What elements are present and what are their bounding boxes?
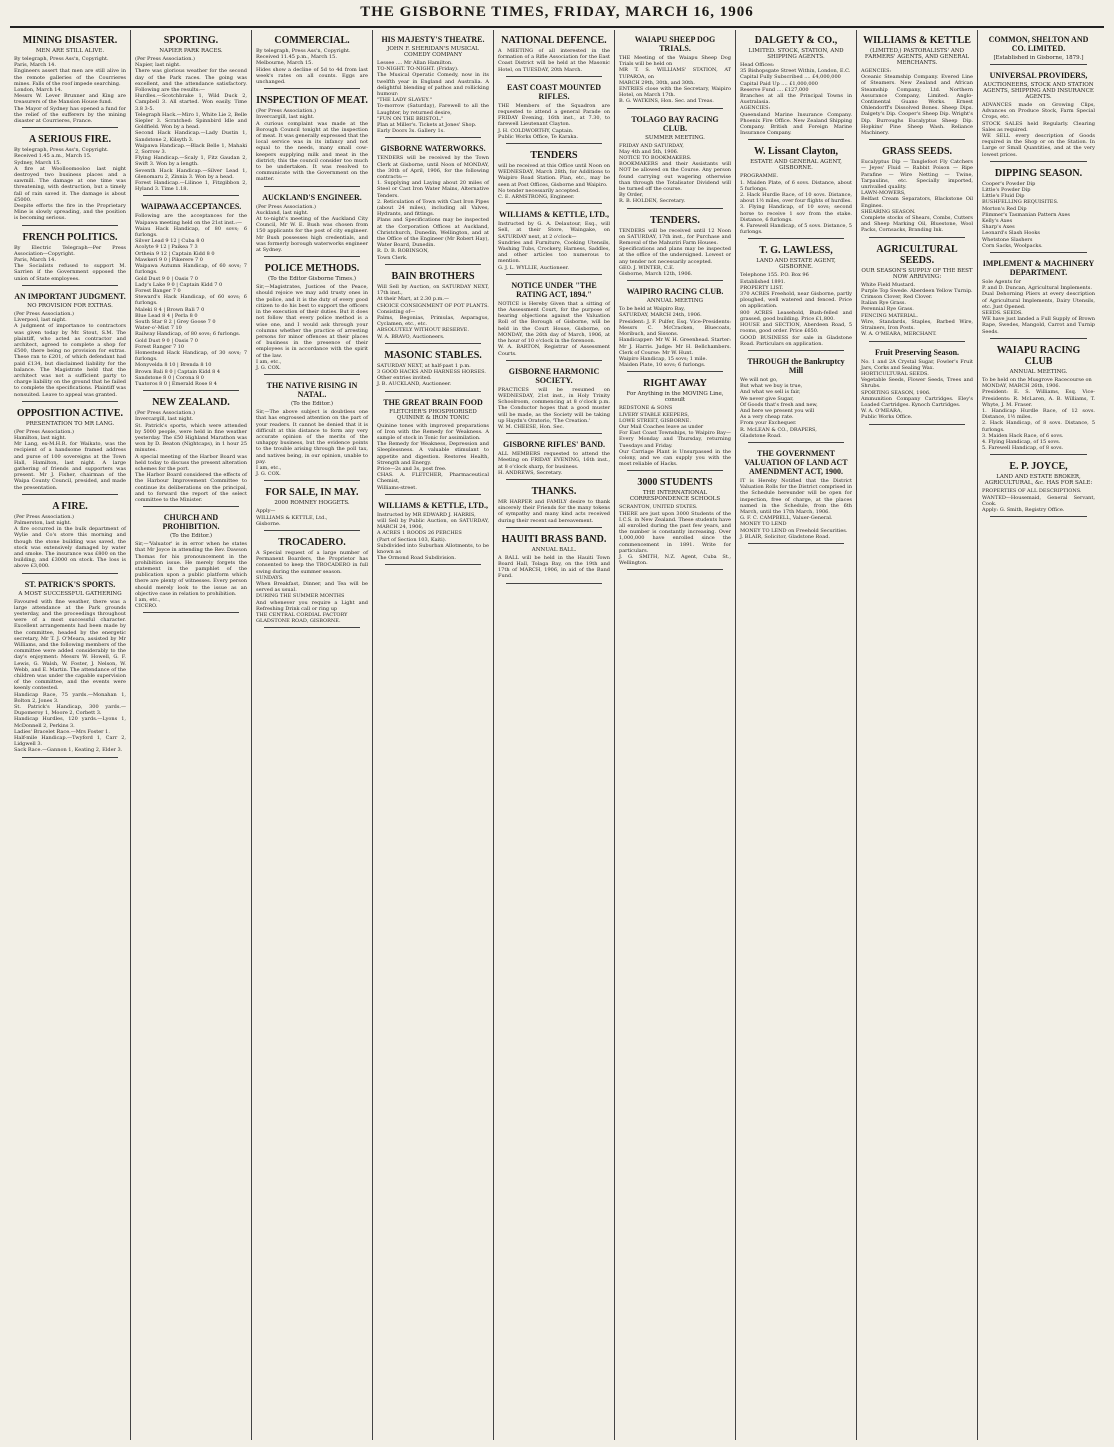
article-heading: MASONIC STABLES. xyxy=(384,349,482,361)
article xyxy=(498,440,610,480)
article-separator xyxy=(990,64,1087,65)
article-body: PRACTICES will be resumed on WEDNESDAY, 21st inst., in Holy Trinity Schoolroom, commencing at 8 o'clock p.m. The Conductor hopes that a good muster will be made, as the Society will be taking up Haydn's Oratorio, 'The Creation.' W. M. CHEESE, Hon. Sec. xyxy=(498,386,610,430)
article xyxy=(14,580,126,758)
article-heading: E. P. JOYCE, xyxy=(1009,461,1068,473)
article-separator xyxy=(506,143,602,144)
article-heading: GISBORNE WATERWORKS. xyxy=(380,144,486,154)
article-separator xyxy=(627,108,723,109)
article-body: Eucalyptus Dip — Tanglefoot Fly Catchers — Jeyes' Fluid — Rabbit Poison — Ripe Parafine — Wire Netting — Twine, Tarpaulins, etc. Specially imported, unrivalled quality. LAWN-MOWERS, Belfast Cream Separators, Blackstone Oil Engines. SHEARING SEASON. Complete stocks of Shears, Combs, Cutters and Sheep Marking Oil, Bluestone, Wool Packs, Cornsacks, Branding Ink. xyxy=(861,159,973,234)
article-body: Cooper's Powder Dip Little's Powder Dip Little's Fluid Dip BUSHFELLING REQUISITES. Morton's Red Dip Plimmer's Tasmanian Pattern Axes Kelly's Axes Sharp's Axes Leonard's Slash Hooks Whetstone Slashers Corn Sacks, Woolpacks. xyxy=(982,180,1071,249)
article-separator xyxy=(990,454,1087,455)
article-heading: NATIONAL DEFENCE. xyxy=(501,35,607,46)
article-body: Instructed by G. A. Delautour, Esq., will Sell, at their Store, Waingake, on SATURDAY next, at 2 o'clock— Sundries and Furniture, Cooking Utensils, Washing Tubs, Crockery, Harness, Saddles, and other articles too numerous to mention. G. J. L. WYLLIE, Auctioneer. xyxy=(498,221,610,271)
article-heading: TROCADERO. xyxy=(278,536,346,548)
article-body: PROGRAMME. 1. Maiden Plate, of 6 sovs. Distance, about 5 furlongs. 2. Hack Hurdle Race, of 10 sovs. Distance, about 1½ miles, over four flights of hurdles. 3. Flying Handicap, of 10 sovs; second horse to receive 1 sov from the stake. Distance, 6 furlongs. 4. Farewell Handicap, of 5 sovs. Distance, 5 furlongs. xyxy=(740,173,852,236)
article-heading: THANKS. xyxy=(531,485,577,497)
article xyxy=(498,150,610,204)
article-subheading: LAND AND ESTATE BROKER, AGRICULTURAL, &c. HAS FOR SALE: xyxy=(984,474,1093,487)
article-separator xyxy=(385,343,481,344)
article-heading: THROUGH the Bankruptcy Mill xyxy=(747,356,845,375)
article-separator xyxy=(22,757,118,758)
article-subheading: For Anything in the MOVING Line, consult xyxy=(626,391,724,404)
article-subheading: LIMITED. STOCK, STATION, AND SHIPPING AGENTS. xyxy=(748,48,844,60)
article-subheading: A MOST SUCCESSFUL GATHERING xyxy=(18,590,122,597)
article-heading: OPPOSITION ACTIVE. xyxy=(16,407,124,419)
article-body: No. 1 and 2A Crystal Sugar, Fowler's Fruit Jars, Corks and Sealing Wax. HORTICULTURAL SEEDS. Vegetable Seeds, Flower Seeds, Trees and Shrubs. SPORTING SEASON, 1906. Ammunition Company Cartridges. Eley's Loaded Cartridges. Kynoch Cartridges. W. A. O'MEARA, Public Works Office. xyxy=(861,358,973,421)
article-heading: BAIN BROTHERS xyxy=(391,270,475,282)
article-separator xyxy=(506,360,602,361)
article xyxy=(982,461,1095,517)
article-body: (Per Press Association.) Liverpool, last night. A judgment of importance to contractors was given today by Mr. Stout, S.M. The plaintiff, who acted as contractor and architect, agreed to complete a shop for £500, there being no provision for extras. These ran to £201, of which defendant had paid £134, but disclaimed liability for the balance. The Magistrate held that the architect was not a sufficient party to charge liability on the ground that he failed to complete the specifications. Plaintiff was nonsuited. Leave to appeal was granted. xyxy=(14,310,126,398)
article xyxy=(256,263,368,375)
column-1 xyxy=(10,30,131,1440)
article xyxy=(498,35,610,77)
article xyxy=(377,144,489,264)
article-body: TENDERS will be received by the Town Clerk at Gisborne, until Noon of MONDAY, the 30th of April, 1906, for the following contracts:— 1. Supplying and Laying about 20 miles of Steel or Cast Iron Water Mains, Alternative Tenders. 2. Reticulation of Town with Cast Iron Pipes (about 24 miles), including all Valves, Hydrants, and fittings. Plans and Specifications may be inspected at the Corporation Offices at Auckland, Christchurch, Dunedin, Wellington, and at the Office of the Engineer (Mr Robert Hay), Water Board, Dunedin. R. D. B. ROBINSON, Town Clerk. xyxy=(377,155,489,261)
article-separator xyxy=(264,480,360,481)
article-subheading: (LIMITED,) PASTORALISTS' AND FARMERS' AGENTS, AND GENERAL MERCHANTS. xyxy=(864,48,970,66)
article-body: Lessee .... Mr Allan Hamilton. TO-NIGHT. TO-NIGHT. (Friday). The Musical Operatic Comedy, now in its twelfth year in England and Australia. A delightful blending of pathos and rollicking humour: "THE LADY SLAVEY." To-morrow (Saturday), Farewell to all the Laughter, by returned desire, "FUN ON THE BRISTOL." Plan at Miller's. Tickets at Jones' Shop. Early Doors 3s. Gallery 1s. xyxy=(377,60,489,135)
article-separator xyxy=(264,186,360,187)
article-separator xyxy=(385,494,481,495)
article-heading: DIPPING SEASON. xyxy=(994,167,1083,179)
article xyxy=(135,513,247,613)
article-separator xyxy=(385,391,481,392)
article xyxy=(14,292,126,402)
article xyxy=(982,71,1095,162)
article-separator xyxy=(22,573,118,574)
article-body: REDSTONE & SONS LIVERY STABLE KEEPERS, LOWE STREET, GISBORNE. Our Mail Coaches leave as under For East Coast Townships, to Waipiro Bay—Every Monday and Thursday, returning Tuesdays and Friday. Our Carriage Plant is Unsurpassed in the colony, and we can supply you with the most reliable of Hacks. xyxy=(619,405,731,468)
article xyxy=(861,35,973,140)
article-heading: W. Lissant Clayton, xyxy=(753,146,839,158)
column-9 xyxy=(978,30,1099,1440)
article-heading: NOTICE UNDER "THE RATING ACT, 1894." xyxy=(511,280,597,299)
article-heading: WILLIAMS & KETTLE xyxy=(863,35,971,46)
article-body: A MEETING of all interested in the formation of a Rifle Association for the East Coast District will be held at the Masonic Hotel, on TUESDAY, 20th March. xyxy=(498,48,610,73)
article xyxy=(740,146,852,239)
article xyxy=(861,348,973,425)
column-8 xyxy=(857,30,978,1440)
article-body: ALL MEMBERS requested to attend the Meeting on FRIDAY EVENING, 16th inst., at 8 o'clock sharp, for business. H. ANDREWS, Secretary. xyxy=(498,451,610,476)
article-separator xyxy=(748,350,844,351)
article xyxy=(740,35,852,140)
article-separator xyxy=(627,280,723,281)
article-separator xyxy=(264,530,360,531)
article-heading: TOLAGO BAY RACING CLUB. xyxy=(631,114,719,133)
article-separator xyxy=(748,139,844,140)
article-subheading: FLETCHER'S PHOSPHORISED QUININE & IRON TONIC xyxy=(389,408,477,421)
article-heading: WAIAPU SHEEP DOG TRIALS. xyxy=(634,35,716,53)
article xyxy=(256,381,368,481)
article-heading: WAIPIRO RACING CLUB. xyxy=(626,287,724,297)
article-heading: FOR SALE, IN MAY. xyxy=(265,487,359,499)
article-body: Telephone 155. P.O. Box 96 Established 1891. PROPERTY LIST. 370 ACRES Freehold, near Gisborne, partly ploughed, well watered and fenced. Price on application. 800 ACRES Leasehold, Bush-felled and grassed, good building. Price £1,800. HOUSE and SECTION, Aberdeen Road, 5 rooms, good order. Price £650. GOOD BUSINESS for sale in Gladstone Road. Particulars on application. xyxy=(740,272,852,347)
article-separator xyxy=(143,390,239,391)
article-heading: NEW ZEALAND. xyxy=(152,397,230,409)
article-heading: TENDERS xyxy=(530,150,578,162)
article-body: (Per Press Association.) Napier, last night. There was glorious weather for the second day of the Park races. The going was excellent, and the attendance satisfactory. Following are the results:— Hurdles.—Scotchbrake 1, Wild Duck 2, Campbell 3. All started. Won easily. Time 3.8 3-5. Telegraph Hack.—Miro 1, White Lie 2, Belle Siepler 3. Scratched: Spinnbird Idle and Goldfield. Won by a head. Second Hack Handicap.—Lady Dustin 1, Sandstone 2, Kilsyth 3. Waipawa Handicap.—Black Belle 1, Mahaki 2, Sorrow 3. Flying Handicap.—Scaly 1, Fitz Gaudan 2, Swift 3. Won by a length. Seventh Hack Handicap.—Silver Lead 1, Glenomaru 2, Zinnia 3. Won by a head. Forest Handicap.—Lilinoe 1, Fitzgibbon 2, Hyland 3. Time 1.18. xyxy=(135,56,248,193)
article-heading: A FIRE. xyxy=(52,500,88,512)
article-body: (Per Press Association.) Palmerston, last night. A fire occurred in the bulk department of Wylie and Co's store this morning and though the stone building was saved, the stock was extensively damaged by water and smoke. The insurance was £800 on the building, and £3000 on stock. The loss is above £3,000. xyxy=(14,513,126,570)
article xyxy=(135,35,247,196)
article-body: Sir,—'Valuator' is in error when he states that Mr Joyce in attending the Rev. Dawson Thomas for his pronouncement in the prohibition issue. He merely forgets the statement in the pamphlet of the publication upon a public platform which there are plenty of witnesses. Every person should merely look to the issue as an objective case in relation to prohibition. I am, etc., CICERO. xyxy=(135,541,247,610)
article-separator xyxy=(506,527,602,528)
article-heading: Fruit Preserving Season. xyxy=(874,347,960,357)
article-separator xyxy=(264,256,360,257)
article-heading: DALGETY & CO., xyxy=(754,35,838,46)
article-separator xyxy=(506,433,602,434)
article-heading: POLICE METHODS. xyxy=(264,263,360,275)
article-subheading: 2000 ROMNEY HOGGETS. xyxy=(274,500,350,507)
column-3 xyxy=(252,30,373,1440)
article-separator xyxy=(869,424,965,425)
article xyxy=(619,378,731,471)
article-separator xyxy=(22,401,118,402)
article-body: By Electric Telegraph—Per Press Association—Copyright. Paris, March 14. The Socialists refused to support M. Sarrien if the Government opposed the union of State employees. xyxy=(14,244,126,282)
article-body: Instructed by MR EDWARD J. HARRIS, will Sell by Public Auction, on SATURDAY, MARCH 24, 1906, A ACRES 1 ROODS 26 PERCHES (Part of Section 103, Kaiti). Subdivided into Suburban Allotments, to be known as The Ormond Road Subdivision. xyxy=(377,511,489,562)
column-6 xyxy=(615,30,736,1440)
article xyxy=(377,35,489,138)
article xyxy=(256,193,368,258)
article xyxy=(14,35,126,128)
article-heading: MINING DISASTER. xyxy=(22,35,118,46)
article-heading: FRENCH POLITICS. xyxy=(22,231,118,243)
article-body: (Per Press Association.) Invercargill, last night. A curious complaint was made at the Borough Council tonight at the inspection of meat. It was generally expressed that the local service was in its infancy and not equal to the needs, many small cow-keepers supplying milk and meat in the district; this the council consider too much to be undertaken. It was resolved to communicate with the Government on the matter. xyxy=(256,108,368,183)
article-heading: AGRICULTURAL SEEDS. xyxy=(876,243,958,266)
article xyxy=(740,357,852,443)
article-separator xyxy=(385,564,481,565)
article-separator xyxy=(264,627,360,628)
article-body: Quinine tones with improved preparations of Iron with the Remedy for Weakness. A sample of stock in Tonic for assimilation. The Remedy for Weakness, Depression and Sleeplessness. A valuable stimulant to appetite and digestion. Restores Health, Strength and Energy. Price—2s and 3s, post free. CHAS. A. FLETCHER, Pharmaceutical Chemist, Williams-street. xyxy=(377,422,489,491)
article-separator xyxy=(143,506,239,507)
article-heading: IMPLEMENT & MACHINERY DEPARTMENT. xyxy=(982,259,1095,278)
article-heading: COMMERCIAL. xyxy=(274,35,350,46)
article-body: By telegraph, Press Ass'n, Copyright. Paris, March 14. Engineers assert that men are still alive in the remote galleries of the Courrieres mines. Falls of the roof impede searching. London, March 14. Messrs W. Lever Brunner and King are treasurers of the Mansion House fund. The Mayor of Sydney has opened a fund for the relief of the sufferers by the mining disaster at Courrieres, France. xyxy=(14,56,126,125)
article-body: White Field Mustard. Purple Top Swede. Aberdeen Yellow Turnip. Crimson Clover, Red Clover. Italian Rye Grass. Perennial Rye Grass. FENCING MATERIAL. Wire, Standards, Staples, Barbed Wire, Strainers, Iron Posts. W. A. O'MEARA, MERCHANT. xyxy=(861,281,973,338)
article-heading: A SERIOUS FIRE. xyxy=(29,134,111,146)
article-body: (Per Press Association.) Hamilton, last night. Mr Lang, ex-M.H.R. for Waikato, was the recipient of a handsome framed address and purse of 100 sovereigns at the Town Hall, Hamilton, last night. A large gathering of friends and supporters was present. Mr J. Fisher, chairman of the Waipa County Council, presided, and made the presentation. xyxy=(14,428,126,491)
article-separator xyxy=(506,76,602,77)
article xyxy=(498,281,610,361)
article-subheading: ANNUAL BALL. xyxy=(531,546,577,553)
article xyxy=(377,350,489,392)
article-heading: AUCKLAND'S ENGINEER. xyxy=(262,192,362,202)
article-heading: ST. PATRICK'S SPORTS. xyxy=(24,579,116,589)
article-body: Sir,—Magistrates, Justices of the Peace, should rejoice we may add trusty ones in the police, and it is the duty of every good citizen to do his best to support the officers in the execution of their duties. But it does not follow that every police method is a wise one, and I would ask through your columns whether the practice of arresting persons for minor offences at their places of business in the presence of their employees is in accordance with the spirit of the law. I am, etc., J. G. COX. xyxy=(256,284,368,371)
article-heading: WILLIAMS & KETTLE, LTD., xyxy=(378,500,488,510)
article-body: SCRANTON, UNITED STATES. THERE are just upon 3000 Students of the I.C.S. in New Zealand. These students have all enrolled during the past few years, and the number is constantly increasing. Over 1,000,000 have enrolled since the commencement in 1891. Write for particulars. J. G. SMITH, N.Z. Agent, Cuba St., Wellington. xyxy=(619,504,731,567)
article xyxy=(377,398,489,495)
column-4 xyxy=(373,30,494,1440)
article-subheading: ANNUAL MEETING. xyxy=(1009,368,1068,375)
article-separator xyxy=(506,203,602,204)
article-body: ADVANCES made on Growing Clips, Advances on Produce Stock, Farm Special Crops, etc. STOCK SALES held Regularly. Clearing Sales as required. WE SELL every description of Goods required in the Shop or on the Station. In Large or Small Quantities, and at the very lowest prices. xyxy=(982,102,1095,158)
masthead-rule xyxy=(10,26,1104,28)
article-subheading: SUMMER MEETING. xyxy=(645,134,705,141)
article xyxy=(982,35,1095,65)
article-separator xyxy=(22,225,118,226)
article xyxy=(498,83,610,144)
article-separator xyxy=(264,374,360,375)
column-2 xyxy=(131,30,252,1440)
article xyxy=(377,271,489,344)
article-separator xyxy=(990,252,1087,253)
article-subheading: JOHN F. SHERIDAN'S MUSICAL COMEDY COMPANY xyxy=(387,46,479,58)
article-subheading: LAND AND ESTATE AGENT, GISBORNE. xyxy=(756,258,836,271)
columns xyxy=(10,30,1104,1440)
article-body: (Per Press Association.) Auckland, last night. At to-night's meeting of the Auckland City Council, Mr W. E. Bush was chosen from 150 applicants for the post of city engineer. Mr Bush possesses high credentials, and was formerly borough waterworks engineer at Sydney. xyxy=(256,203,368,254)
article-separator xyxy=(627,208,723,209)
article xyxy=(619,477,731,570)
column-5 xyxy=(494,30,615,1440)
article-heading: THE GREAT BRAIN FOOD xyxy=(383,397,483,407)
article-separator xyxy=(869,139,965,140)
article-body: MR HARPER and FAMILY desire to thank sincerely their Friends for the many tokens of sympathy and many kind acts received during their recent sad bereavement. xyxy=(498,498,610,524)
article-separator xyxy=(385,137,481,138)
article-subheading: [Established in Gisborne, 1879.] xyxy=(993,55,1084,61)
article xyxy=(740,449,852,544)
article-heading: GISBORNE HARMONIC SOCIETY. xyxy=(508,366,600,385)
article xyxy=(740,245,852,350)
article-separator xyxy=(506,479,602,480)
article xyxy=(619,287,731,372)
article-heading: GISBORNE RIFLES' BAND. xyxy=(502,440,606,450)
article-body: AGENCIES: Oceanic Steamship Company. Evered Line of Steamers. New Zealand and African Steamship Company, Ltd. Northern Assurance Company, Limited. Anglo-Continental Guano Works. Ernest Ohlendorff's Dissolved Bones. Sheep Dips. Dalgety's Dip. Cooper's Sheep Dip. Wright's Dip. Burroughs Eucalyptus Sheep Dip. Hopkins' Pine Sheep Wash. Reliance Machinery. xyxy=(861,68,973,137)
article xyxy=(14,501,126,574)
article-heading: T. G. LAWLESS, xyxy=(759,245,833,257)
article xyxy=(14,134,126,225)
article-body: Apply— WILLIAMS & KETTLE, Ltd., Gisborne. xyxy=(256,508,328,527)
article-body: By telegraph, Press Ass'n, Copyright. Received 1.45 a.m., March 15. Sydney, March 15. A fire at Woolloomooloo last night destroyed two business places and a sawmill. The damage at one time was threatening, with destruction, but a timely fall of rain saved it. The damage is about £5000. Despite efforts the fire in the Proprietary Mine is slowly spreading, and the position is becoming serious. xyxy=(14,147,126,222)
article xyxy=(256,35,368,89)
article xyxy=(498,534,610,584)
article-separator xyxy=(990,516,1087,517)
article-subheading: (To the Editor.) xyxy=(170,533,212,540)
article-subheading: NO PROVISION FOR EXTRAS. xyxy=(27,302,113,309)
article-subheading: NAPIER PARK RACES. xyxy=(159,48,223,54)
article-heading: SPORTING. xyxy=(163,35,219,46)
article-heading: WAIAPU RACING CLUB xyxy=(996,344,1081,367)
article xyxy=(619,115,731,209)
article-body: To be held at Waipiro Bay, SATURDAY, MARCH 24th, 1906. President: J. F. Pulfer, Esq. Vice-Presidents: Messrs C. McCracken, Bluecoats, Moribuch, and Sissons. Handicapper: Mr W. H. Greenhead. Starter: Mr J. Harris. Judge: Mr H. Bellchambers. Clerk of Course: Mr W. Hunt. Waipiro Handicap, 15 sovs; 1 mile. Maiden Plate, 10 sovs; 6 furlongs. xyxy=(619,306,731,369)
article xyxy=(498,210,610,275)
article-body: Will Sell by Auction, on SATURDAY NEXT, 17th inst., At their Mart, at 2.30 p.m.— CHOICE CONSIGNMENT OF POT PLANTS. Consisting of— Palms, Begonias, Primulas, Asparagus, Cyclamen, etc., etc. ABSOLUTELY WITHOUT RESERVE. W. A. BRAVO, Auctioneers. xyxy=(377,283,489,340)
article xyxy=(619,35,731,109)
column-7 xyxy=(736,30,857,1440)
article-subheading: ESTATE AND GENERAL AGENT, GISBORNE. xyxy=(750,159,842,172)
article-body: We will not go, But what we buy is true, And what we sell is fair, We never give Sugar, Of Goods that's fresh and new, And here we present you will As a very cheap rate. From your Exchequer. R. McLEAN & CO., DRAPERS, Gladstone Road. xyxy=(740,376,818,439)
article-subheading: OUR SEASON'S SUPPLY OF THE BEST NOW ARRIVING: xyxy=(861,267,973,280)
article-separator xyxy=(627,470,723,471)
article xyxy=(861,146,973,237)
article-subheading: (To the Editor Gisborne Times.) xyxy=(268,276,356,283)
article-separator xyxy=(385,264,481,265)
article-body: A BALL will be held in the Hauiti Town Board Hall, Tolaga Bay, on the 19th and 17th of MARCH, 1906, in aid of the Band Fund. xyxy=(498,554,610,580)
article-body: Sole Agents for P. and D. Duncan, Agricultural Implements. Dual Dehorning Pliers at every description of Agricultural Implements, Dairy Utensils, etc. Just Opened. SEEDS. SEEDS. WE have just landed a Full Supply of Brown Rape, Swedes, Mangold, Carrot and Turnip Seeds. xyxy=(982,279,1095,335)
article-heading: HIS MAJESTY'S THEATRE. xyxy=(381,35,485,44)
article-heading: EAST COAST MOUNTED RIFLES. xyxy=(507,82,601,101)
article-heading: AN IMPORTANT JUDGMENT. xyxy=(14,291,126,301)
article-body: THE Meeting of the Waiapu Sheep Dog Trials will be held on MR T. S. WILLIAMS' STATION, AT TUPAROA, on MARCH 29th, 30th, and 30th. ENTRIES close with the Secretary, Waipiro Hotel, on March 17th. B. G. WATKINS, Hon. Sec. and Treas. xyxy=(619,55,731,105)
article-separator xyxy=(22,494,118,495)
article-separator xyxy=(748,543,844,544)
article-heading: TENDERS. xyxy=(650,214,700,226)
article-body: PROPERTIES OF ALL DESCRIPTIONS. WANTED—Housemaid, General Servant, Cook. Apply: G. Smith, Registry Office. xyxy=(982,488,1095,513)
article-heading: WAIPAWA ACCEPTANCES. xyxy=(140,202,242,212)
article xyxy=(982,259,1095,339)
article xyxy=(256,537,368,628)
article xyxy=(14,408,126,495)
article-subheading: AUCTIONEERS, STOCK AND STATION AGENTS, SHIPPING AND INSURANCE AGENTS. xyxy=(983,82,1094,100)
article xyxy=(982,168,1095,253)
masthead: THE GISBORNE TIMES, FRIDAY, MARCH 16, 1906 xyxy=(360,4,754,20)
article-subheading: THE INTERNATIONAL CORRESPONDENCE SCHOOLS xyxy=(629,490,721,503)
article-subheading: ANNUAL MEETING xyxy=(646,298,704,305)
article-separator xyxy=(143,612,239,613)
article-heading: UNIVERSAL PROVIDERS, xyxy=(989,71,1088,80)
article xyxy=(256,95,368,186)
article-body: NOTICE is Hereby Given that a sitting of the Assessment Court, for the purpose of hearing objections against the Valuation Roll of the Borough of Gisborne, will be held in the Court House, Gisborne, on MONDAY, the 26th day of March, 1906, at the hour of 10 o'clock in the forenoon. W. A. BARTON, Registrar of Assessment Courts. xyxy=(498,300,610,357)
article xyxy=(982,345,1095,455)
article-separator xyxy=(627,569,723,570)
article-body: Following are the acceptances for the Waipawa meeting held on the 21st inst.:— Waiau Hack Handicap, of 80 sovs; 6 furlongs. Silver Lead 9 12 | Cuba 8 0 Acolyte 9 12 | Paikea 7 3 Ortheia 9 12 | Captain Kidd 8 0 Mawkeri 9 0 | Pikerere 7 0 Waipawa Autumn Handicap, of 60 sovs; 7 furlongs. Gold Dust 9 0 | Oasis 7 0 Lady's Lake 9 0 | Captain Kidd 7 0 Forest Banger 7 0 Steward's Hack Handicap, of 60 sovs; 6 furlongs. Maleki 8 4 | Brown Bali 7 0 Blue Lead 8 4 | Perla 8 0 South Star 8 2 | Grey Goose 7 0 Water-o'-Mist 7 10 Railway Handicap, of 80 sovs; 6 furlongs. Gold Dust 9 0 | Oasis 7 0 Forest Ranger 7 10 Homestead Hack Handicap, of 30 sovs; 7 furlongs. Monyvelda 8 10 | Brenda 8 10 Brown Bali 8 0 | Captain Kidd 8 4 Sandstone 8 0 | Corona 8 0 Tuatoros 8 0 | Emerald Rose 8 4 xyxy=(135,213,247,387)
article-body: Sir,—The above subject is doubtless one that has engrossed attention on the part of your readers. It cannot be denied that it is difficult at this distance to form any very accurate opinion of the merits of the unhappy business, but the evidence points to the trouble arising through the poll tax, and natives being, in our opinion, unable to pay. I am, etc., J. G. COX. xyxy=(256,409,368,478)
article-separator xyxy=(22,285,118,286)
article xyxy=(256,487,368,531)
article-body: TENDERS will be received until 12 Noon on SATURDAY, 17th inst., for Purchase and Removal of the Mahuriri Farm Houses. Specifications and plans may be inspected at the office of the undersigned. Lowest or any tender not necessarily accepted. GEO. J. WINTER, C.E. Gisborne, March 12th, 1906. xyxy=(619,227,731,278)
article-heading: 3000 STUDENTS xyxy=(637,477,713,489)
article-heading: RIGHT AWAY xyxy=(643,378,707,390)
article xyxy=(498,367,610,434)
article-body: (Per Press Association.) Invercargill, last night. St. Patrick's sports, which were attended by 5000 people, were held in fine weather yesterday. The £50 Highland Marathon was won by D. Beaton (Nightcaps), in 1 hour 25 minutes. A special meeting of the Harbor Board was held today to discuss the present alteration schemes for the port. The Harbor Board considered the effects of the Harbour Improvement Committee to continue its deliberations on the principal, and to forward the report of the select committee to the Minister. xyxy=(135,410,247,503)
article-heading: THE GOVERNMENT VALUATION OF LAND ACT AMENDMENT ACT, 1900. xyxy=(744,448,848,476)
article-separator xyxy=(627,371,723,372)
article-body: IT is Hereby Notified that the District Valuation Rolls for the District comprised in the Schedule hereunder will be open for inspection, free of charge, at the places named in the Schedule, from the 6th March, until the 17th March, 1906. G. F. C. CAMPBELL, Valuer-General. MONEY TO LEND MONEY TO LEND on Freehold Securities. J. BLAIR, Solicitor, Gladstone Road. xyxy=(740,477,852,540)
article-separator xyxy=(264,88,360,89)
article xyxy=(14,232,126,286)
article-subheading: PRESENTATION TO MR LANG. xyxy=(25,420,115,427)
article-body: Favoured with fine weather, there was a large attendance at the Park grounds yesterday, and the proceedings throughout were of a most successful character. Excellent arrangements had been made by the committee, headed by the energetic secretary, Mr T. J. O'Meara, assisted by Mr Williams, and the following members of the committee were added considerably to the day's enjoyment: Messrs W. Howell, G. F. Lewis, G. Walsh, W. Foster, J. Nelson, W. Webb, and E. Martin. The attendance of the children was under the capable supervision of the committee, and the events were keenly contested. Handicap Race, 75 yards.—Monahan 1, Bolton 2, Jones 3. St. Patrick's Handicap, 300 yards.—Dupomeroy 1, Moore 2, Corbett 3. Handicap Hurdles, 120 yards.—Lyons 1, McDonnell 2, Perkins 3. Ladies' Bracelet Race.—Mrs Foster 1. Half-mile Handicap.—Twyford 1, Carr 2, Lidgwell 3. Sack Race.—Gannon 1, Keating 2, Elder 3. xyxy=(14,598,126,754)
article-body: FRIDAY AND SATURDAY, May 4th and 5th, 1906. NOTICE TO BOOKMAKERS. BOOKMAKERS and their Assistants will NOT be allowed on the Course. Any person found carrying out wagering otherwise than through the Totalisator Dividend will be turned off the course. By Order, R. B. HOLDEN, Secretary. xyxy=(619,142,731,205)
article-heading: WILLIAMS & KETTLE, LTD., xyxy=(499,210,609,220)
article-subheading: MEN ARE STILL ALIVE. xyxy=(35,48,105,54)
article-heading: THE NATIVE RISING IN NATAL. xyxy=(266,381,358,400)
article-heading: INSPECTION OF MEAT. xyxy=(256,95,368,107)
article xyxy=(135,397,247,507)
article xyxy=(619,215,731,282)
article-body: By telegraph, Press Ass'n, Copyright. Received 11.45 p.m., March 15. Melbourne, March 15. Hides show a decline of 5d to 4d from last week's rates on all counts. Eggs are unchanged. xyxy=(256,48,368,86)
article-separator xyxy=(506,274,602,275)
article-separator xyxy=(748,442,844,443)
article-separator xyxy=(506,583,602,584)
article-separator xyxy=(143,195,239,196)
article-heading: CHURCH AND PROHIBITION. xyxy=(162,513,220,532)
article xyxy=(377,501,489,566)
article-separator xyxy=(748,238,844,239)
article-separator xyxy=(990,161,1087,162)
article-body: A Special request of a large number of Permanent Boarders, the Proprietor has consented to keep the TROCADERO in full swing during the summer season. SUNDAYS. When Breakfast, Dinner, and Tea will be served as usual. DURING THE SUMMER MONTHS And whenever you require a Light and Refreshing Drink call or ring up THE CENTRAL CORDIAL FACTORY GLADSTONE ROAD, GISBORNE. xyxy=(256,549,368,625)
article-body: THE Members of the Squadron are requested to attend a general Parade on FRIDAY Evening, 16th inst., at 7.30, to farewell Lieutenant Clayton. J. H. COLDWORTHY, Captain. Public Works Office, Te Karaka. xyxy=(498,102,610,140)
article-separator xyxy=(22,127,118,128)
article xyxy=(861,244,973,342)
article xyxy=(135,202,247,391)
article-body: Head Offices: 35 Bishopsgate Street Within, London, E.C. Capital Fully Subscribed .... £4,000,000 Capital Paid Up .... £1,000,000 Reserve Fund .... £127,000 Branches at all the Principal Towns in Australasia. AGENCIES: Queensland Marine Insurance Company. Phoenix Fire Office. New Zealand Shipping Company. British and Foreign Marine Insurance Company. xyxy=(740,62,852,137)
article-heading: HAUITI BRASS BAND. xyxy=(501,533,607,545)
article-body: To be held on the Musgrove Racecourse on MONDAY, MARCH 26th, 1906. President: E. S. Williams, Esq. Vice-Presidents: R. McLaren, A. B. Williams, T. Whyte, J. M. Fraser. 1. Handicap Hurdle Race, of 12 sovs. Distance, 1½ miles. 2. Hack Handicap, of 8 sovs. Distance, 5 furlongs. 3. Maiden Hack Race, of 6 sovs. 4. Flying Handicap, of 15 sovs. 5. Farewell Handicap, of 8 sovs. xyxy=(982,376,1095,452)
article-heading: COMMON, SHELTON AND CO. LIMITED. xyxy=(988,35,1089,53)
article-separator xyxy=(990,338,1087,339)
article-body: SATURDAY NEXT, at half-past 1 p.m. 3 GOOD HACKS AND HARNESS HORSES. Other entries invited. J. B. AUCKLAND, Auctioneer. xyxy=(377,362,486,388)
article-subheading: (To the Editor.) xyxy=(291,401,333,408)
article-body: will be received at this Office until Noon on WEDNESDAY, March 28th, for Additions to Waipiro Road Station. Plan, etc., may be seen at Post Offices, Gisborne and Waipiro. No tender necessarily accepted. C. E. ARMSTRONG, Engineer. xyxy=(498,163,610,201)
article-heading: GRASS SEEDS. xyxy=(881,146,953,158)
article-separator xyxy=(869,341,965,342)
article-separator xyxy=(869,237,965,238)
article xyxy=(498,486,610,528)
